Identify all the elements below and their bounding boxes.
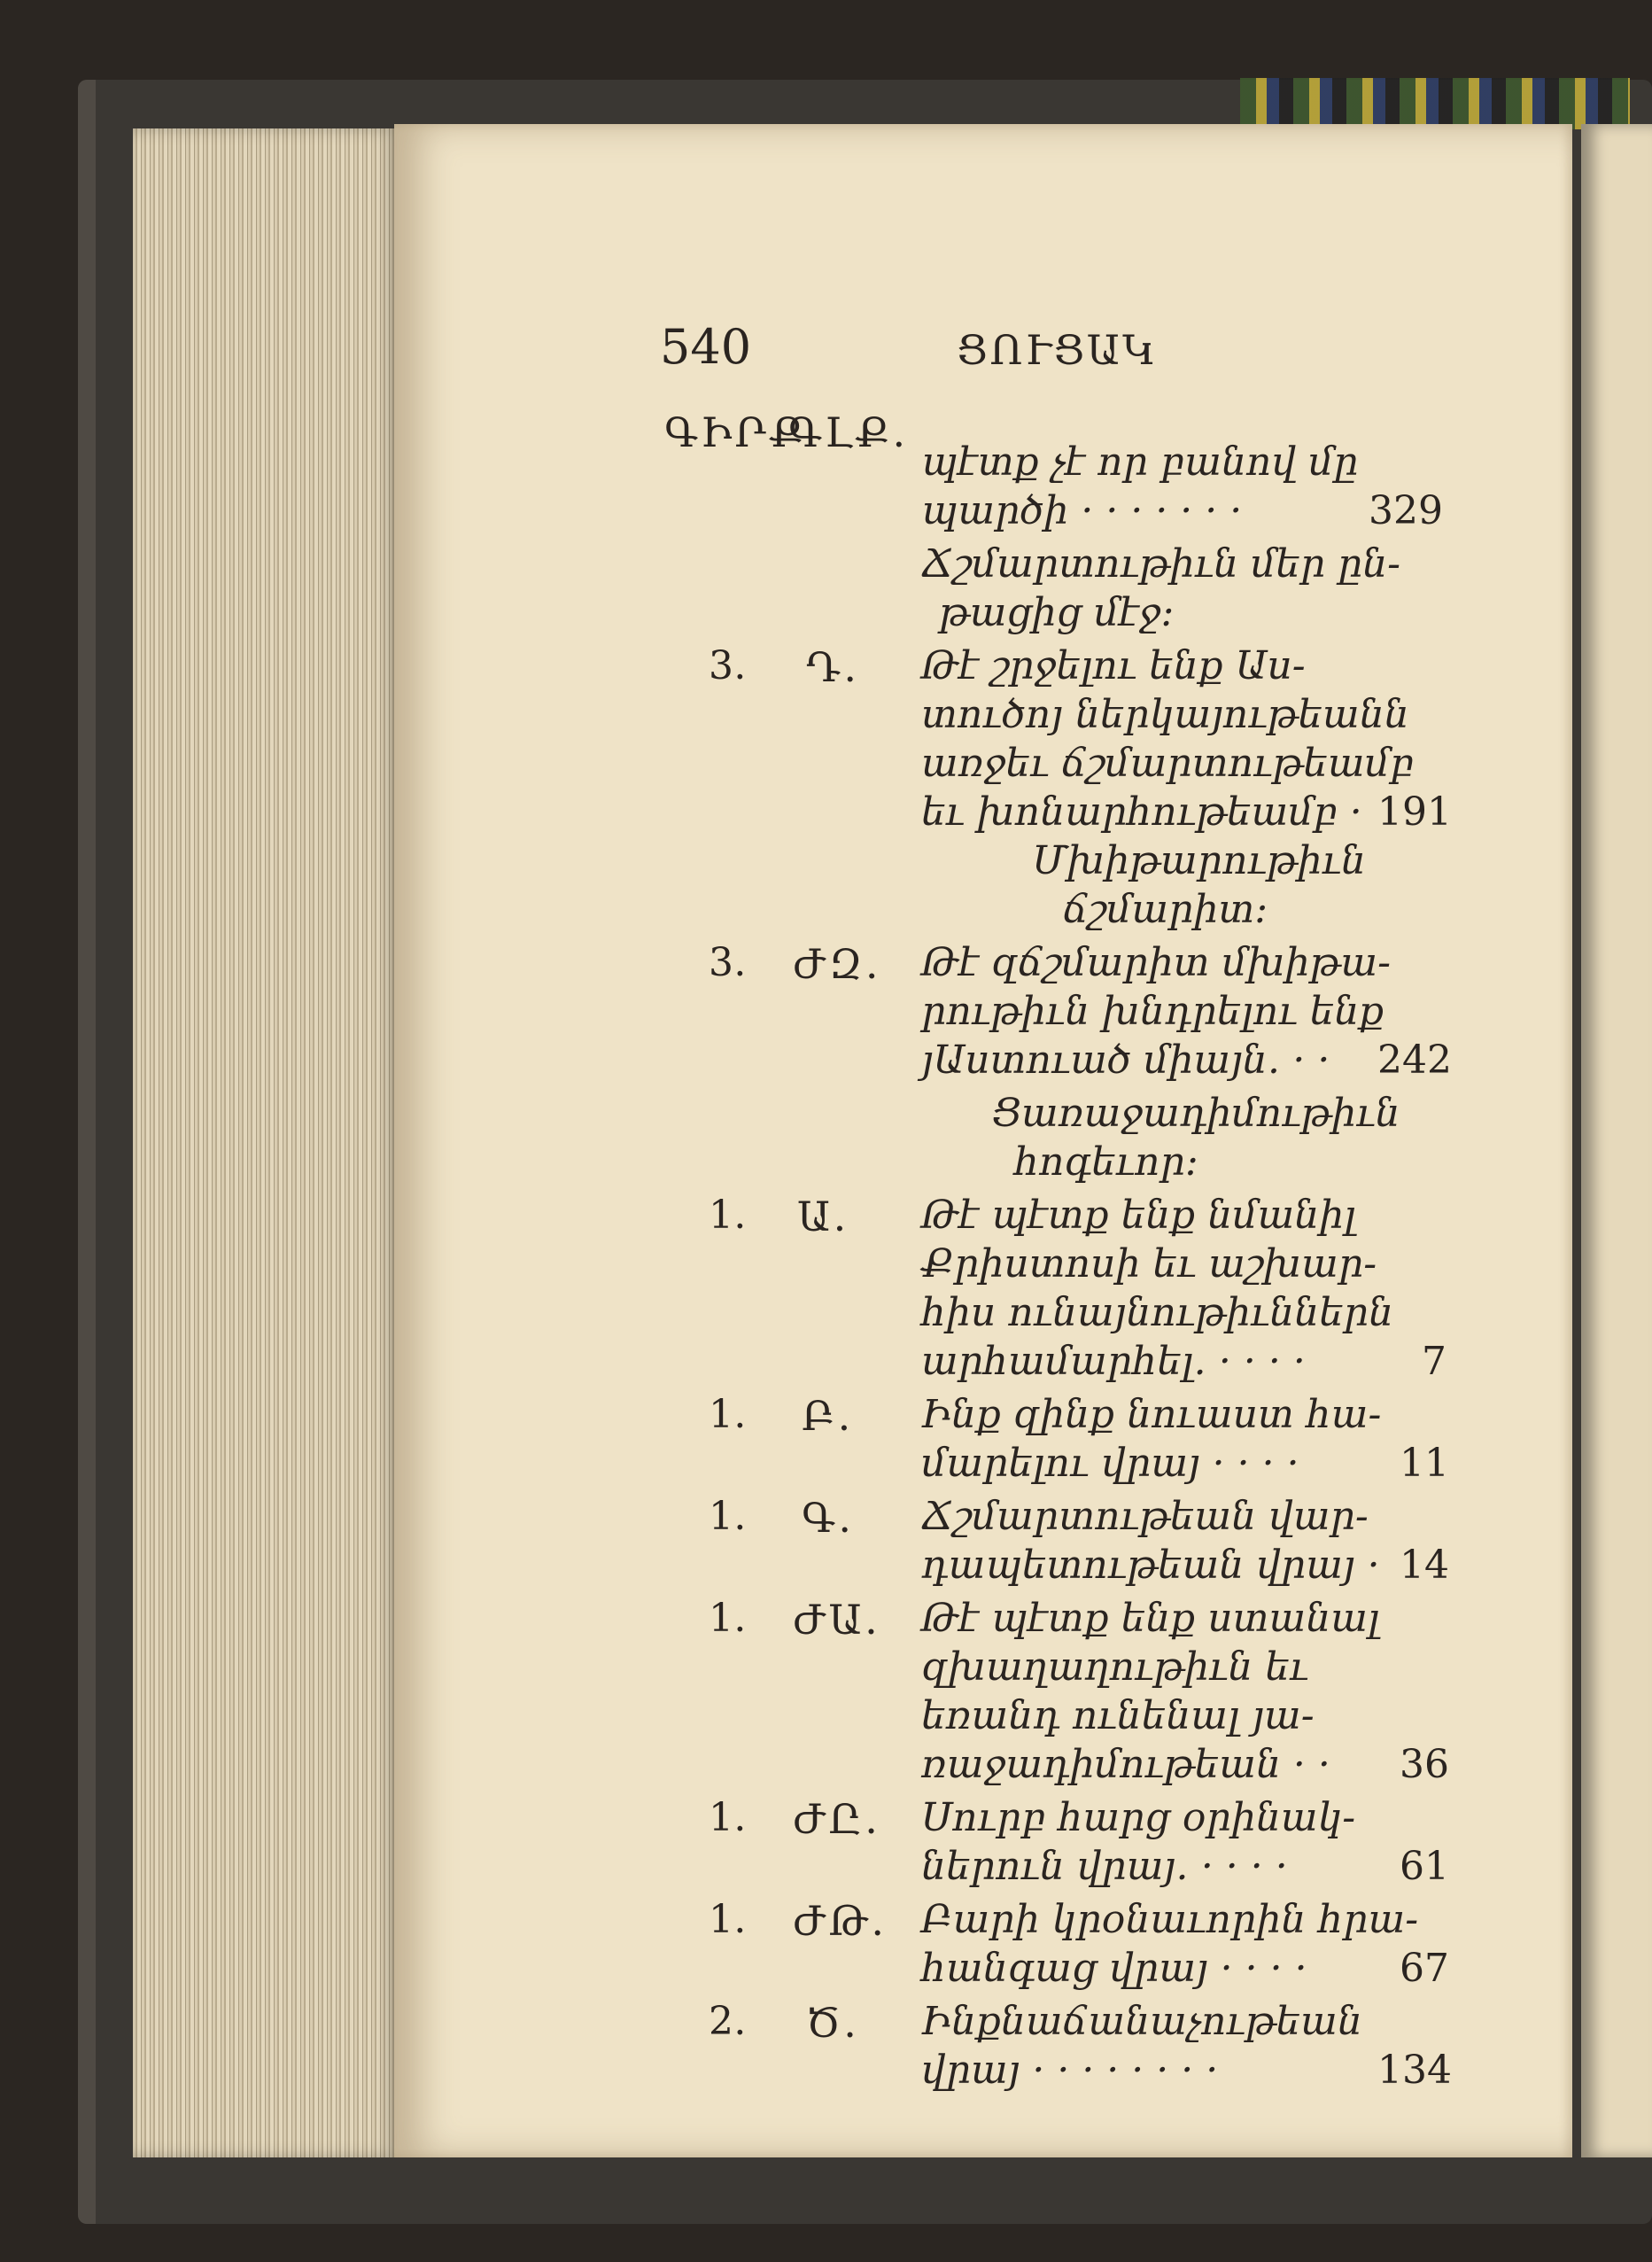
index-text-line: Ինք զինք նուաստ հա-	[921, 1392, 1382, 1437]
chapter-marker: Ա․	[797, 1193, 849, 1240]
index-text-line: ռաջադիմութեան · ·	[921, 1742, 1330, 1787]
index-text-line: Ինքնաճանաչութեան	[921, 1999, 1362, 2044]
index-number: 14	[1400, 1543, 1449, 1588]
chapter-marker: Ծ․	[806, 1999, 860, 2047]
index-text-line: Թէ պէտք ենք նմանիլ	[921, 1193, 1356, 1238]
index-text-line: րութիւն խնդրելու ենք	[921, 989, 1384, 1034]
index-text-line: Թէ շրջելու ենք Աս-	[921, 643, 1306, 688]
index-number: 3․	[709, 940, 747, 985]
index-text-line: հանգաց վրայ · · · ·	[921, 1946, 1307, 1991]
index-number: 134	[1377, 2048, 1452, 2093]
index-number: 1․	[709, 1494, 747, 1539]
index-text-line: Ցառաջադիմութիւն	[992, 1091, 1400, 1136]
index-text-line: եռանդ ունենալ յա-	[921, 1693, 1315, 1738]
index-number: 1․	[709, 1897, 747, 1942]
chapter-marker: Գ․	[802, 1494, 855, 1542]
index-text-line: Թէ զճշմարիտ մխիթա-	[921, 940, 1391, 985]
index-text-line: հոգեւոր:	[1014, 1139, 1198, 1185]
index-text-line: Ճշմարտութիւն մեր ըն-	[921, 541, 1401, 587]
index-text-line: ներուն վրայ․ · · · ·	[921, 1844, 1288, 1889]
index-text-line: դապետութեան վրայ ·	[921, 1543, 1380, 1588]
index-number: 191	[1377, 789, 1452, 835]
bookmark-ribbon	[1240, 78, 1630, 129]
index-number: 7	[1422, 1339, 1446, 1384]
index-text-line: ճշմարիտ:	[1063, 887, 1268, 932]
index-number: 1․	[709, 1795, 747, 1840]
chapter-marker: ԺԸ․	[793, 1795, 881, 1843]
index-text-line: պէտք չէ որ բանով մը	[921, 439, 1359, 485]
page-number: 540	[660, 319, 752, 375]
index-text-line: Ճշմարտութեան վար-	[921, 1494, 1369, 1539]
index-number: 1․	[709, 1392, 747, 1437]
index-text-line: Սուրբ հարց օրինակ-	[921, 1795, 1356, 1840]
cover-spine	[78, 80, 96, 2224]
chapter-marker: ԺԶ․	[793, 940, 881, 988]
index-text-line: պարծի · · · · · · ·	[921, 488, 1243, 533]
chapter-marker: ԺԱ․	[793, 1596, 881, 1644]
index-text-line: հիս ունայնութիւններն	[921, 1290, 1394, 1335]
index-text-line: թացից մէջ:	[939, 590, 1175, 635]
index-text-line: Քրիստոսի եւ աշխար-	[921, 1241, 1377, 1286]
column-book-label: ԳԻՐՔ	[664, 408, 806, 456]
page-edges	[133, 128, 399, 2157]
index-number: 242	[1377, 1038, 1452, 1083]
index-number: 1․	[709, 1596, 747, 1641]
index-number: 61	[1400, 1844, 1449, 1889]
index-text-line: տուծոյ ներկայութեանն	[921, 692, 1409, 737]
column-chapter-label: ԳԼՔ․	[788, 408, 909, 456]
index-text-line: առջեւ ճշմարտութեամբ	[921, 741, 1415, 786]
chapter-marker: ԺԹ․	[793, 1897, 888, 1945]
index-text-line: զխաղաղութիւն եւ	[921, 1644, 1309, 1690]
index-text-line: եւ խոնարհութեամբ ·	[921, 789, 1362, 835]
index-text-line: Թէ պէտք ենք ստանալ	[921, 1596, 1380, 1641]
index-number: 11	[1400, 1441, 1449, 1486]
index-number: 36	[1400, 1742, 1449, 1787]
index-text-line: մարելու վրայ · · · ·	[921, 1441, 1299, 1486]
index-text-line: Բարի կրօնաւորին հրա-	[921, 1897, 1419, 1942]
index-number: 1․	[709, 1193, 747, 1238]
index-number: 2․	[709, 1999, 747, 2044]
index-number: 67	[1400, 1946, 1449, 1991]
index-text-line: յԱստուած միայն․ · ·	[921, 1038, 1330, 1083]
index-text-line: Մխիթարութիւն	[1032, 838, 1366, 883]
index-text-line: վրայ · · · · · · · ·	[921, 2048, 1219, 2093]
index-text-line: արհամարհել․ · · · ·	[921, 1339, 1306, 1384]
chapter-marker: Բ․	[802, 1392, 854, 1440]
index-number: 329	[1369, 488, 1443, 533]
index-number: 3․	[709, 643, 747, 688]
chapter-marker: Դ․	[806, 643, 860, 691]
facing-page-edge	[1581, 124, 1652, 2157]
page-title: ՑՈՒՑԱԿ	[957, 326, 1159, 374]
